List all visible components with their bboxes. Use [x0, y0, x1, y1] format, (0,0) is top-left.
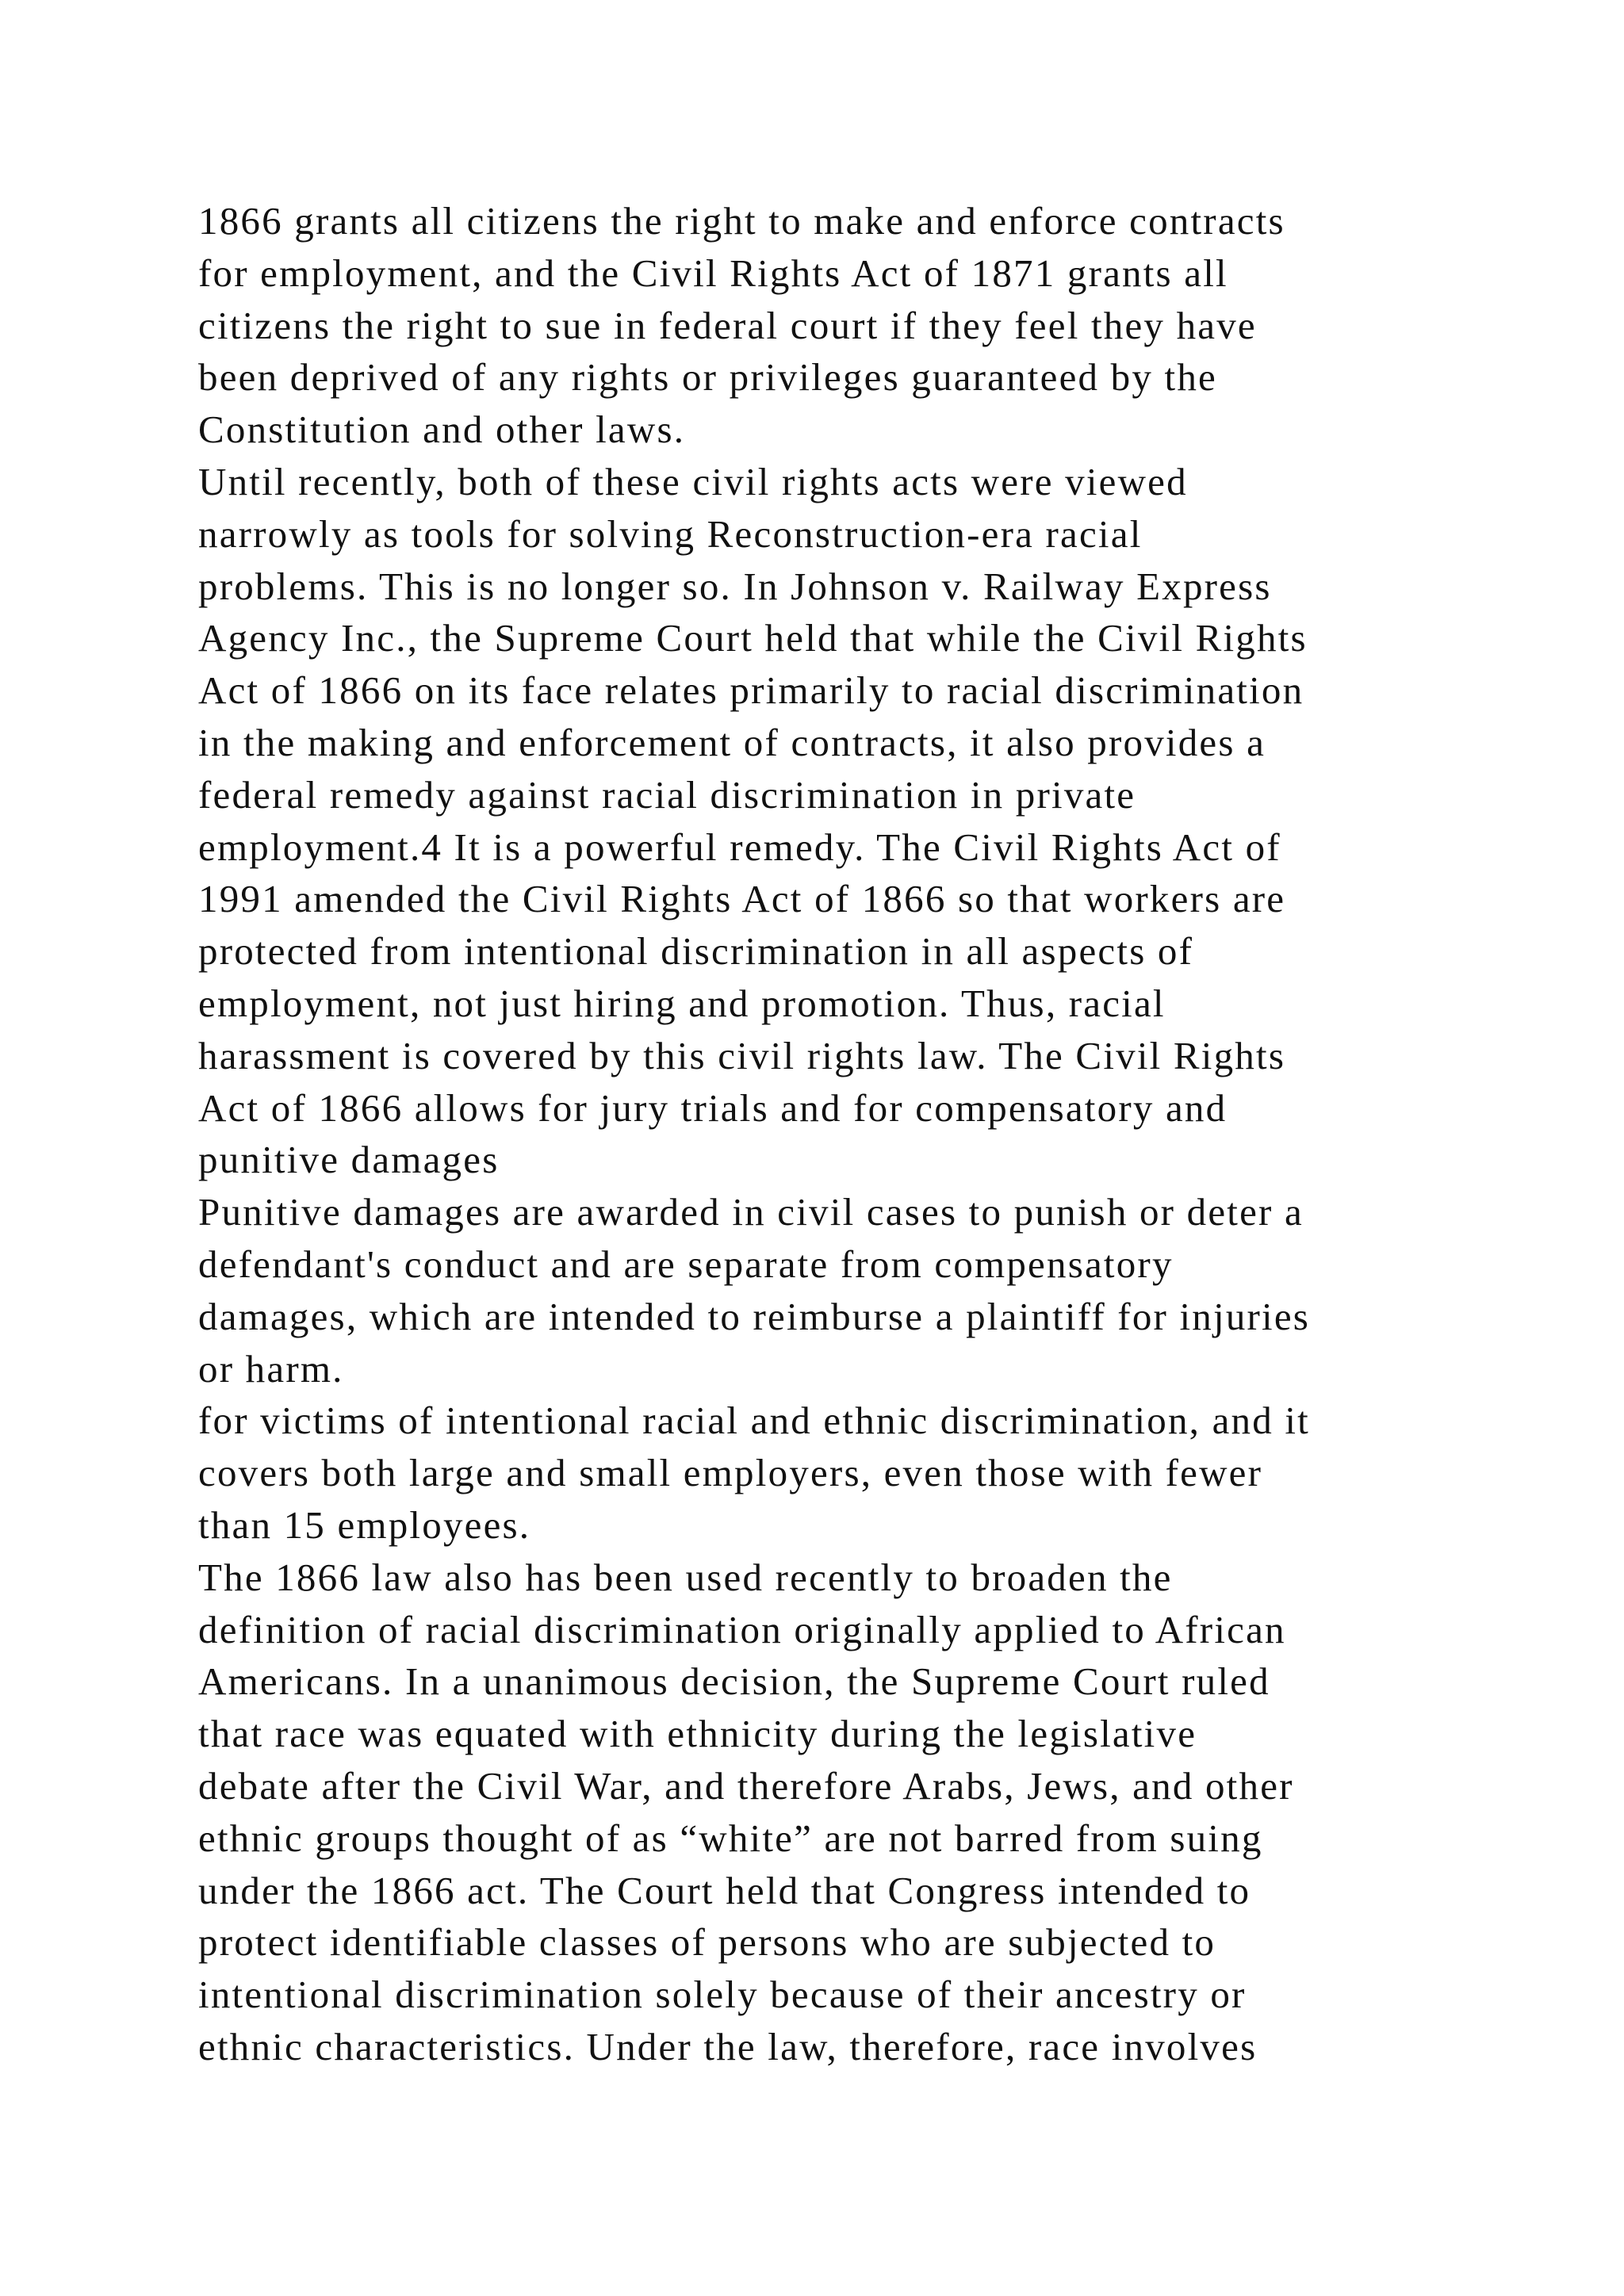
text-line: damages, which are intended to reimburse a plaintiff for injuries [198, 1294, 1311, 1338]
text-line: harassment is covered by this civil rights law. The Civil Rights [198, 1033, 1286, 1077]
text-line: for victims of intentional racial and ethnic discrimination, and it [198, 1399, 1310, 1443]
text-line: Act of 1866 allows for jury trials and for compensatory and [198, 1085, 1228, 1130]
text-line: debate after the Civil War, and therefore Arabs, Jews, and other [198, 1763, 1294, 1808]
text-line: The 1866 law also has been used recently to broaden the [198, 1555, 1173, 1599]
text-line: citizens the right to sue in federal court if they feel they have [198, 303, 1257, 347]
text-line: intentional discrimination solely because of their ancestry or [198, 1973, 1247, 2017]
text-line: covers both large and small employers, even those with fewer [198, 1451, 1263, 1495]
text-line: Agency Inc., the Supreme Court held that while the Civil Rights [198, 616, 1308, 660]
text-line: ethnic characteristics. Under the law, therefore, race involves [198, 2024, 1258, 2068]
document-body-text [198, 195, 1467, 2073]
text-line: 1866 grants all citizens the right to make and enforce contracts [198, 199, 1285, 243]
text-line: protected from intentional discrimination in all aspects of [198, 929, 1194, 974]
text-line: federal remedy against racial discrimination in private [198, 772, 1136, 817]
text-line: that race was equated with ethnicity during the legislative [198, 1712, 1197, 1756]
text-line: for employment, and the Civil Rights Act of 1871 grants all [198, 251, 1228, 295]
text-line: narrowly as tools for solving Reconstruction-era racial [198, 511, 1143, 556]
text-line: Constitution and other laws. [198, 408, 686, 452]
text-line: employment.4 It is a powerful remedy. The Civil Rights Act of [198, 825, 1281, 869]
text-line: Punitive damages are awarded in civil cases to punish or deter a [198, 1190, 1304, 1234]
text-line: Americans. In a unanimous decision, the Supreme Court ruled [198, 1659, 1270, 1704]
text-line: than 15 employees. [198, 1502, 531, 1547]
text-line: employment, not just hiring and promotion. Thus, racial [198, 981, 1166, 1025]
text-line: definition of racial discrimination originally applied to African [198, 1607, 1286, 1651]
text-line: in the making and enforcement of contracts, it also provides a [198, 720, 1266, 764]
text-line: defendant's conduct and are separate from compensatory [198, 1242, 1174, 1286]
text-line: punitive damages [198, 1138, 500, 1182]
text-line: Act of 1866 on its face relates primarily to racial discrimination [198, 668, 1304, 713]
text-line: protect identifiable classes of persons who are subjected to [198, 1920, 1216, 1965]
text-line: been deprived of any rights or privileges guaranteed by the [198, 355, 1217, 400]
text-line: problems. This is no longer so. In Johnson v. Railway Express [198, 564, 1272, 608]
text-line: 1991 amended the Civil Rights Act of 1866 so that workers are [198, 877, 1286, 921]
text-line: or harm. [198, 1346, 344, 1391]
text-line: Until recently, both of these civil rights acts were viewed [198, 459, 1188, 503]
text-line: under the 1866 act. The Court held that Congress intended to [198, 1868, 1251, 1912]
text-line: ethnic groups thought of as “white” are not barred from suing [198, 1816, 1263, 1860]
